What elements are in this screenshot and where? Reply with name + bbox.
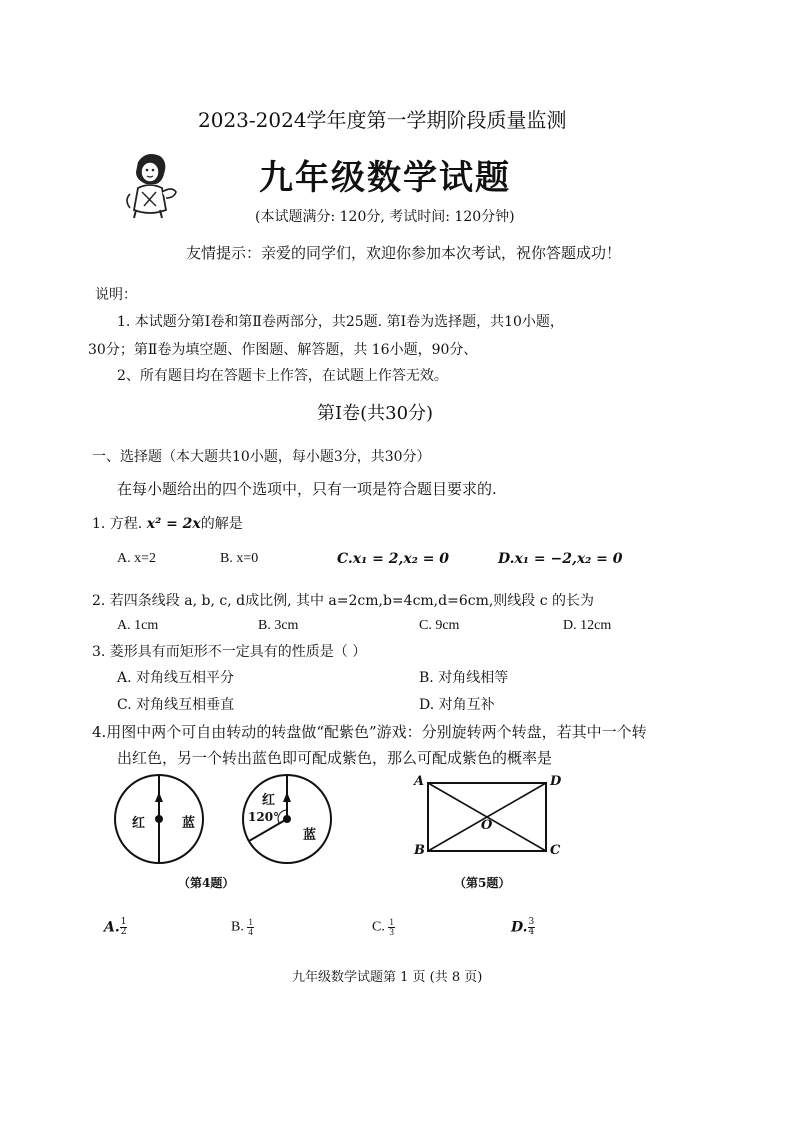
spinner-2-red-label: 红 [262,793,276,808]
q4-option-a [104,918,127,937]
q3-option-d: D. 对角互补 [419,697,495,713]
q4-option-c [372,918,395,937]
q2-option-c: C. 9cm [419,618,460,633]
section-note: 在每小题给出的四个选项中，只有一项是符合题目要求的. [117,480,497,498]
page-footer: 九年级数学试题第 1 页 (共 8 页) [292,970,483,985]
q4-option-a-numerator: 1 [120,917,127,927]
spinner-2-pivot [283,815,291,823]
friendly-tip: 友情提示：亲爱的同学们，欢迎你参加本次考试，祝你答题成功！ [186,244,622,262]
figure-5-caption: （第5题） [454,876,511,890]
q4-option-d [511,918,535,937]
question-1 [92,513,243,533]
center-o-label: O [481,818,493,833]
q3-option-b: B. 对角线相等 [419,670,509,686]
q4-option-c-numerator: 1 [389,917,394,927]
instruction-item-2: 2、所有题目均在答题卡上作答，在试题上作答无效。 [117,368,448,384]
question-2: 2. 若四条线段 a, b, c, d成比例, 其中 a=2cm,b=4cm,d=6cm,则线段 c 的长为 [92,593,595,609]
question-4-line-1: 4.用图中两个可自由转动的转盘做“配紫色”游戏：分别旋转两个转盘，若其中一个转 [92,723,647,741]
spinner-1-arrowhead [155,792,163,802]
exam-period-title: 2023-2024学年度第一学期阶段质量监测 [198,108,567,132]
vertex-c-label: C [550,843,561,858]
q2-option-d: D. 12cm [563,618,612,633]
spinner-2-angle-label: 120° [248,810,280,824]
instructions-heading: 说明： [95,287,137,303]
q4-option-c-letter: C. [372,919,385,935]
spinner-2-blue-label: 蓝 [303,828,317,843]
q3-option-a: A. 对角线互相平分 [117,670,235,686]
question-4-line-2: 出红色，另一个转出蓝色即可配成紫色，那么可配成紫色的概率是 [117,749,553,767]
q2-option-a: A. 1cm [117,618,159,633]
q4-option-b-letter: B. [231,919,244,935]
exam-title: 九年级数学试题 [259,158,511,198]
q3-option-c: C. 对角线互相垂直 [117,697,235,713]
question-1-stem: 1. 方程. [92,516,147,532]
q2-option-b: B. 3cm [258,618,299,633]
q4-option-a-denominator: 2 [120,927,127,937]
question-1-stem-tail: 的解是 [200,516,243,532]
q4-option-d-numerator: 3 [528,917,535,927]
spinner-1-red-label: 红 [132,816,146,831]
instruction-item-1: 1. 本试题分第Ⅰ卷和第Ⅱ卷两部分，共25题. 第Ⅰ卷为选择题，共10小题， [117,314,564,330]
part-one-title: 第Ⅰ卷(共30分) [317,403,434,424]
q1-option-c: C.x₁ = 2,x₂ = 0 [337,551,450,567]
student-illustration-icon [116,148,182,220]
q4-option-a-letter: A. [104,919,120,936]
q1-option-b: B. x=0 [220,551,259,566]
spinner-1-pivot [155,815,163,823]
q4-option-d-letter: D. [511,919,528,936]
q1-option-a: A. x=2 [117,551,157,566]
vertex-a-label: A [414,774,425,789]
q4-option-b-denominator: 4 [248,927,253,937]
question-1-equation: x² = 2x [146,516,201,532]
figure-4-caption: （第4题） [178,876,235,890]
q4-option-d-denominator: 4 [528,927,535,937]
section-heading: 一、选择题（本大题共10小题，每小题3分，共30分） [92,449,431,465]
question-3: 3. 菱形具有而矩形不一定具有的性质是（ ） [92,644,367,660]
spinner-2-arrowhead [283,792,291,802]
exam-meta: (本试题满分: 120分, 考试时间: 120分钟) [255,209,515,225]
vertex-b-label: B [414,843,425,858]
q1-option-d: D.x₁ = −2,x₂ = 0 [498,551,623,567]
spinner-1-blue-label: 蓝 [182,816,196,831]
instruction-item-1-cont: 30分；第Ⅱ卷为填空题、作图题、解答题，共 16小题，90分、 [88,342,478,358]
q4-option-b-numerator: 1 [248,917,253,927]
vertex-d-label: D [550,774,562,789]
q4-option-c-denominator: 3 [389,927,394,937]
q4-option-b [231,918,254,937]
